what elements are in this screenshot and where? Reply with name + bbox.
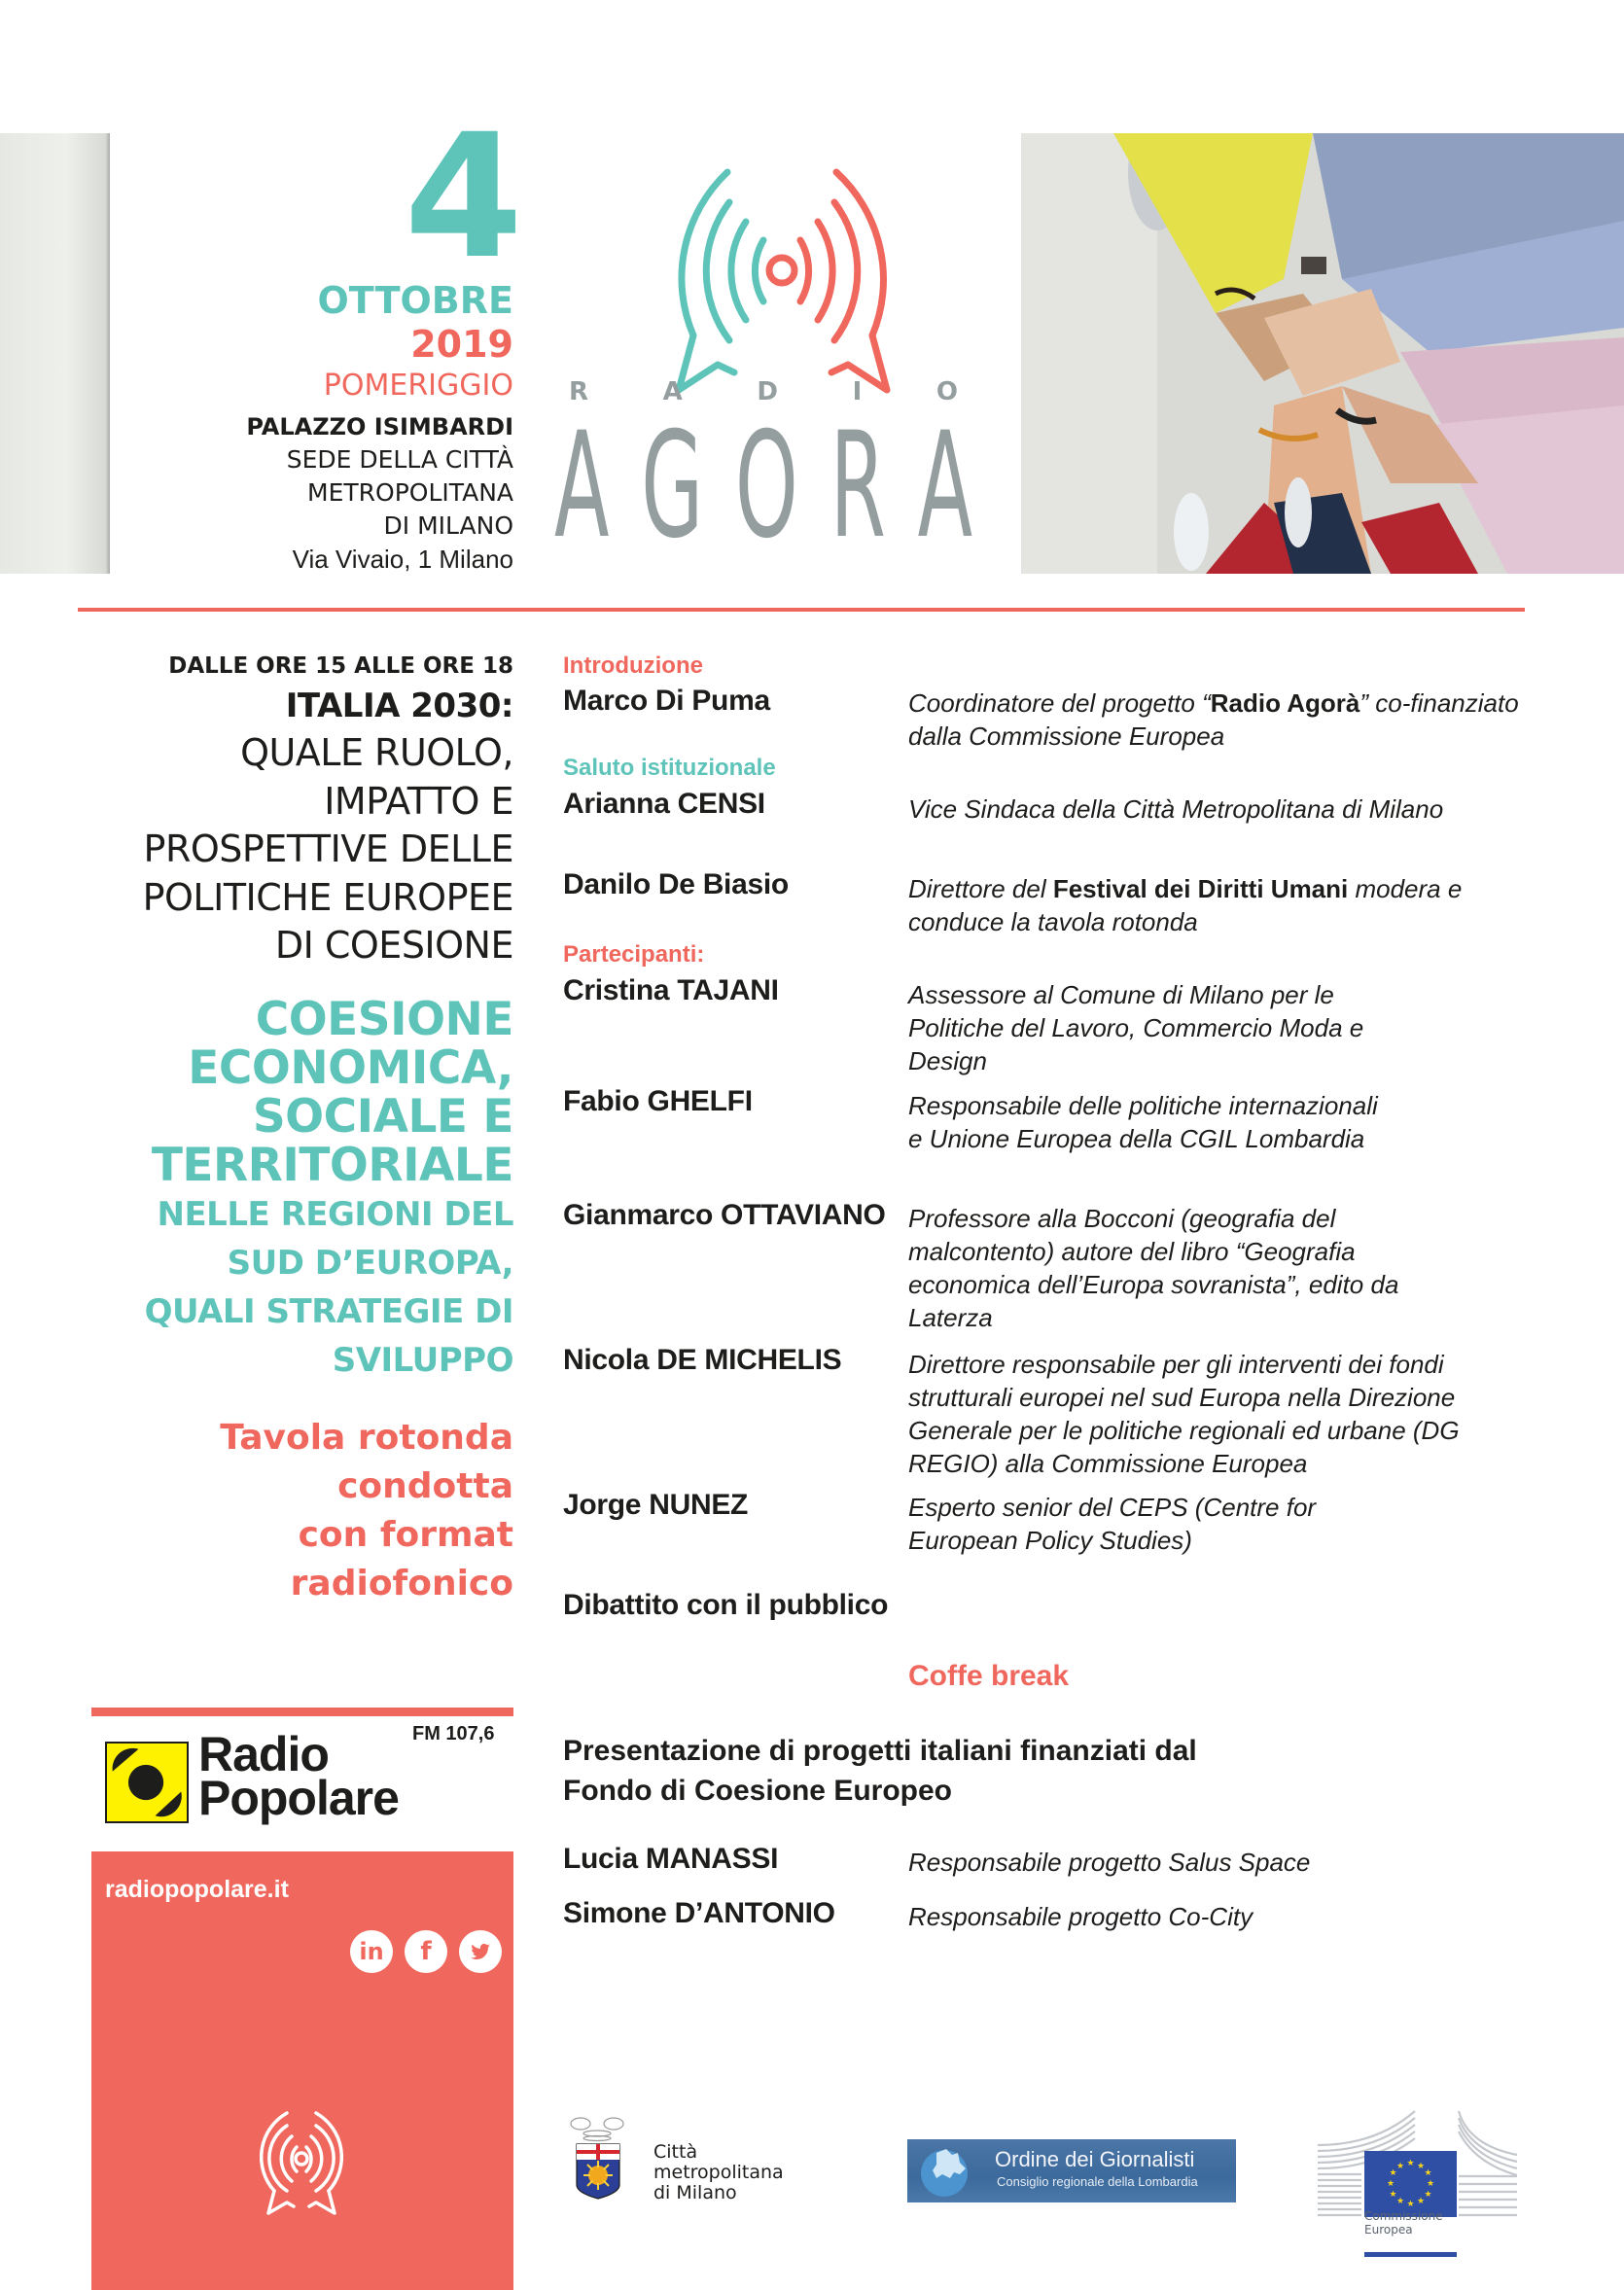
cohesion-subheading-line: SUD D’EUROPA,: [227, 1243, 513, 1283]
presentation-heading-line: Presentazione di progetti italiani finanziati dal: [563, 1735, 1197, 1767]
agora-letter: R: [830, 402, 886, 571]
presentation-heading: [563, 1731, 1438, 1811]
svg-text:★: ★: [1424, 2190, 1432, 2200]
event-date-block: [194, 97, 519, 576]
radio-letter: R: [569, 377, 589, 406]
event-month: OTTOBRE: [317, 279, 513, 322]
project-name: Radio Agorà: [1210, 688, 1360, 718]
debate-item: Dibattito con il pubblico: [563, 1589, 889, 1621]
speaker-role: Responsabile delle politiche internazionali e Unione Europea della CGIL Lombardia: [908, 1091, 1378, 1153]
speaker-role: Vice Sindaca della Città Metropolitana di Milano: [908, 794, 1444, 824]
cohesion-heading-line: TERRITORIALE: [151, 1138, 513, 1192]
svg-text:★: ★: [1424, 2168, 1432, 2178]
svg-text:★: ★: [1406, 2200, 1415, 2209]
svg-text:★: ★: [1386, 2179, 1395, 2189]
project-speaker-name: Lucia MANASSI: [563, 1843, 779, 1875]
facebook-icon[interactable]: f: [405, 1930, 447, 1973]
cohesion-subheading-line: SVILUPPO: [332, 1340, 513, 1380]
svg-text:★: ★: [1395, 2197, 1405, 2206]
format-line: condotta: [337, 1465, 513, 1506]
event-hours: DALLE ORE 15 ALLE ORE 18: [168, 653, 513, 679]
event-year: 2019: [410, 323, 513, 366]
festival-name: Festival dei Diritti Umani: [1052, 874, 1349, 903]
radio-popolare-panel: [91, 1851, 513, 2290]
event-title: ITALIA 2030:: [285, 687, 513, 725]
twitter-icon[interactable]: [459, 1930, 502, 1973]
radio-letter: I: [852, 377, 863, 406]
section-divider: [78, 608, 1525, 612]
cohesion-heading-line: SOCIALE E: [252, 1089, 513, 1144]
cohesion-heading-line: ECONOMICA,: [188, 1040, 513, 1095]
lombardia-map-icon: [915, 2145, 973, 2198]
speaker-name: Jorge NUNEZ: [563, 1489, 749, 1521]
format-line: radiofonico: [290, 1563, 513, 1603]
hands-stacked-photo: [1021, 133, 1624, 574]
format-line: Tavola rotonda: [220, 1417, 513, 1458]
section-label-intro: Introduzione: [563, 652, 703, 679]
speaker-name: Danilo De Biasio: [563, 868, 789, 900]
project-speaker-role: Responsabile progetto Salus Space: [908, 1848, 1311, 1877]
radio-popolare-logo-icon: [105, 1742, 189, 1823]
radio-frequency: FM 107,6: [412, 1723, 495, 1744]
radio-popolare-name-line: Popolare: [198, 1771, 399, 1825]
radio-popolare-name-line: Radio: [198, 1727, 329, 1781]
ordine-giornalisti-logo: [907, 2139, 1236, 2202]
european-commission-text: [1364, 2209, 1443, 2237]
cohesion-subheading-line: NELLE REGIONI DEL: [157, 1194, 513, 1234]
speaker-name: Arianna CENSI: [563, 788, 765, 820]
venue-line: SEDE DELLA CITTÀ: [286, 445, 513, 474]
radio-letter: D: [757, 377, 778, 406]
ordine-giornalisti-subtitle: Consiglio regionale della Lombardia: [997, 2174, 1198, 2189]
svg-text:★: ★: [1416, 2197, 1426, 2206]
speaker-name: Gianmarco OTTAVIANO: [563, 1199, 886, 1231]
speaker-role-text: modera e conduce la tavola rotonda: [908, 874, 1463, 936]
event-subtitle-line: POLITICHE EUROPEE: [142, 875, 513, 919]
event-subtitle-line: DI COESIONE: [274, 924, 513, 967]
speaker-role: [908, 687, 1531, 753]
cohesion-subheading-line: QUALI STRATEGIE DI: [144, 1291, 513, 1331]
header-photo-left: [0, 133, 110, 574]
svg-text:★: ★: [1389, 2168, 1397, 2178]
speaker-name: Nicola DE MICHELIS: [563, 1344, 842, 1376]
venue-line: DI MILANO: [383, 511, 513, 540]
linkedin-icon[interactable]: in: [350, 1930, 393, 1973]
radio-broadcast-icon: [243, 2108, 360, 2220]
coffee-break: Coffe break: [908, 1660, 1070, 1692]
agora-letter: A: [917, 402, 973, 571]
citta-metropolitana-line: di Milano: [653, 2182, 737, 2203]
agora-letter: G: [641, 402, 704, 571]
event-subtitle-line: QUALE RUOLO,: [240, 731, 513, 774]
citta-metropolitana-line: metropolitana: [653, 2162, 784, 2183]
venue-address: Via Vivaio, 1 Milano: [292, 545, 513, 574]
cohesion-heading-line: COESIONE: [255, 992, 513, 1046]
speaker-name: Marco Di Puma: [563, 685, 770, 717]
agora-letter: A: [554, 402, 610, 571]
svg-text:★: ★: [1406, 2159, 1415, 2168]
section-label-participants: Partecipanti:: [563, 941, 705, 968]
svg-text:★: ★: [1395, 2162, 1405, 2171]
radio-popolare-name: [198, 1727, 399, 1825]
ordine-giornalisti-title: Ordine dei Giornalisti: [995, 2147, 1195, 2171]
svg-text:★: ★: [1426, 2179, 1435, 2189]
format-line: con format: [298, 1514, 513, 1555]
event-subtitle-line: IMPATTO E: [324, 779, 513, 823]
event-day: 4: [404, 97, 519, 297]
speaker-role-text: Coordinatore del progetto “: [908, 688, 1211, 718]
radio-popolare-bar: [91, 1708, 513, 1716]
speaker-name: Fabio GHELFI: [563, 1085, 753, 1117]
agora-wordmark: [554, 402, 973, 571]
speaker-role: [908, 872, 1531, 938]
speaker-role: Esperto senior del CEPS (Centre for European Policy Studies): [908, 1493, 1317, 1555]
speaker-role-text: Direttore del: [908, 874, 1053, 903]
radio-popolare-link[interactable]: radiopopolare.it: [105, 1876, 289, 1903]
speaker-name: Cristina TAJANI: [563, 974, 779, 1006]
svg-text:★: ★: [1389, 2190, 1397, 2200]
radio-letter: O: [936, 377, 958, 406]
project-speaker-name: Simone D’ANTONIO: [563, 1897, 835, 1929]
citta-metropolitana-logo-text: [653, 2142, 784, 2203]
speaker-role: Professore alla Bocconi (geografia del malcontento) autore del libro “Geografia economica dell’Europa sovranista”, edito da Laterza: [908, 1204, 1399, 1332]
european-commission-line: Europea: [1364, 2223, 1413, 2237]
event-subtitle-line: PROSPETTIVE DELLE: [143, 828, 513, 870]
section-label-greeting: Saluto istituzionale: [563, 755, 776, 781]
speaker-role-text: ” co-finanziato dalla Commissione Europea: [908, 688, 1519, 751]
event-daypart: POMERIGGIO: [323, 369, 513, 403]
agora-letter: O: [734, 402, 798, 571]
european-commission-line: Commissione: [1364, 2209, 1443, 2223]
venue-line: METROPOLITANA: [307, 478, 513, 507]
venue-name: PALAZZO ISIMBARDI: [246, 413, 513, 440]
presentation-heading-line: Fondo di Coesione Europeo: [563, 1775, 952, 1807]
speaker-role: Direttore responsabile per gli interventi dei fondi strutturali europei nel sud Europa nella Direzione Generale per le politiche regionali ed urbane (DG REGIO) alla Commissione Europea: [908, 1350, 1460, 1478]
svg-text:★: ★: [1416, 2162, 1426, 2171]
citta-metropolitana-crest-icon: [569, 2115, 627, 2201]
radio-letter: A: [662, 377, 683, 406]
speaker-role: Assessore al Comune di Milano per le Politiche del Lavoro, Commercio Moda e Design: [908, 980, 1364, 1075]
event-title-column: [58, 650, 513, 1608]
project-speaker-role: Responsabile progetto Co-City: [908, 1902, 1253, 1931]
citta-metropolitana-line: Città: [653, 2141, 698, 2163]
